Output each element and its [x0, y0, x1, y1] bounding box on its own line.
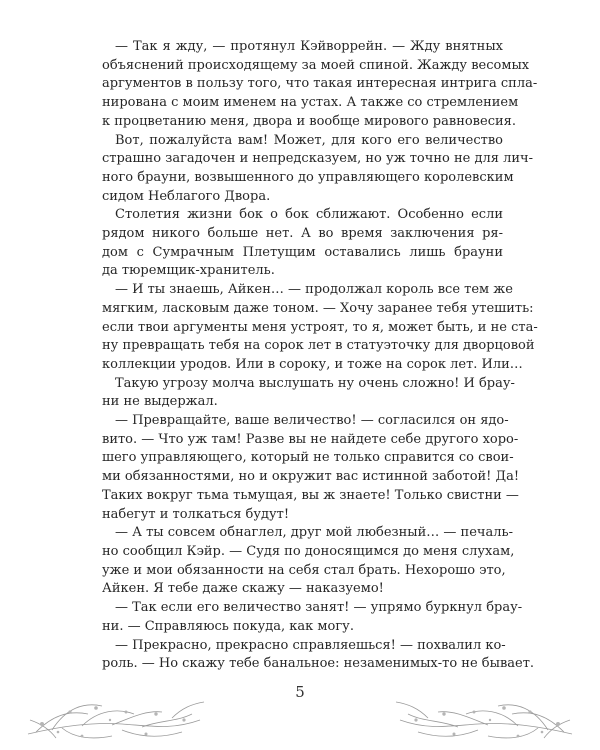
text-line: ни не выдержал. — [102, 394, 218, 410]
text-line: дом с Сумрачным Плетущим оставались лишь брауни — [102, 244, 503, 260]
text-line: аргументов в пользу того, что такая интересная интрига спла- — [102, 76, 538, 92]
text-line: ного брауни, возвышенного до управляющего королевским — [102, 169, 514, 185]
paragraph — [102, 524, 515, 599]
text-line: набегут и толкаться будут! — [102, 506, 290, 522]
thorny-branch-icon — [392, 680, 578, 742]
text-line: если твои аргументы меня устроят, то я, может быть, и не ста- — [102, 319, 538, 335]
text-line: но сообщил Кэйр. — Судя по доносящимся до меня слухам, — [102, 543, 515, 559]
paragraph — [102, 412, 520, 524]
text-line: к процветанию меня, двора и вообще мирового равновесия. — [102, 113, 516, 129]
paragraph — [102, 599, 523, 636]
text-line: страшно загадочен и непредсказуем, но уж точно не для лич- — [102, 151, 533, 167]
text-line: — И ты знаешь, Айкен… — продолжал король все тем же — [115, 282, 513, 298]
text-line: Столетия жизни бок о бок сближают. Особенно если — [115, 207, 503, 223]
text-line: объяснений происходящему за моей спиной. Жажду весомых — [102, 57, 530, 73]
text-line: коллекции уродов. Или в сороку, и тоже на сорок лет. Или… — [102, 356, 523, 372]
paragraph — [102, 281, 538, 375]
text-line: ни. — Справляюсь покуда, как могу. — [102, 618, 354, 634]
paragraph — [102, 637, 535, 674]
paragraph — [102, 206, 503, 281]
text-line: Таких вокруг тьма тьмущая, вы ж знаете! Только свистни — — [102, 487, 519, 503]
text-line: рядом никого больше нет. А во время заключения ря- — [102, 226, 503, 242]
text-line: мягким, ласковым даже тоном. — Хочу заранее тебя утешить: — [102, 300, 534, 316]
text-line: шего управляющего, который не только справится со свои- — [102, 450, 514, 466]
paragraph — [102, 375, 515, 412]
text-line: Такую угрозу молча выслушать ну очень сложно! И брау- — [115, 375, 515, 391]
text-line: — Так если его величество занят! — упрямо буркнул брау- — [115, 600, 523, 616]
paragraph — [102, 38, 538, 132]
text-line: — Так я жду, — протянул Кэйворрейн. — Жду внятных — [115, 39, 503, 54]
text-line: ну превращать тебя на сорок лет в статуэточку для дворцовой — [102, 338, 535, 354]
text-line: сидом Неблагого Двора. — [102, 188, 271, 204]
text-line: ми обязанностями, но и окружит вас истинной заботой! Да! — [102, 469, 520, 485]
paragraph — [102, 132, 533, 207]
text-line: Айкен. Я тебе даже скажу — наказуемо! — [102, 581, 384, 597]
text-line: Вот, пожалуйста вам! Может, для кого его величество — [115, 132, 503, 148]
text-line: нирована с моим именем на устах. А также со стремлением — [102, 95, 519, 111]
page-number: 5 — [295, 683, 305, 701]
text-line: — Превращайте, ваше величество! — согласился он ядо- — [115, 413, 509, 429]
text-line: вито. — Что уж там! Разве вы не найдете себе другого хоро- — [102, 431, 519, 447]
page-text — [102, 38, 538, 674]
text-line: роль. — Но скажу тебе банальное: незаменимых-то не бывает. — [102, 656, 535, 672]
text-line: — Прекрасно, прекрасно справляешься! — похвалил ко- — [115, 637, 506, 653]
text-line: да тюремщик-хранитель. — [102, 263, 275, 279]
text-line: — А ты совсем обнаглел, друг мой любезный… — печаль- — [115, 525, 513, 541]
text-line: уже и мои обязанности на себя стал брать. Нехорошо это, — [102, 562, 506, 578]
